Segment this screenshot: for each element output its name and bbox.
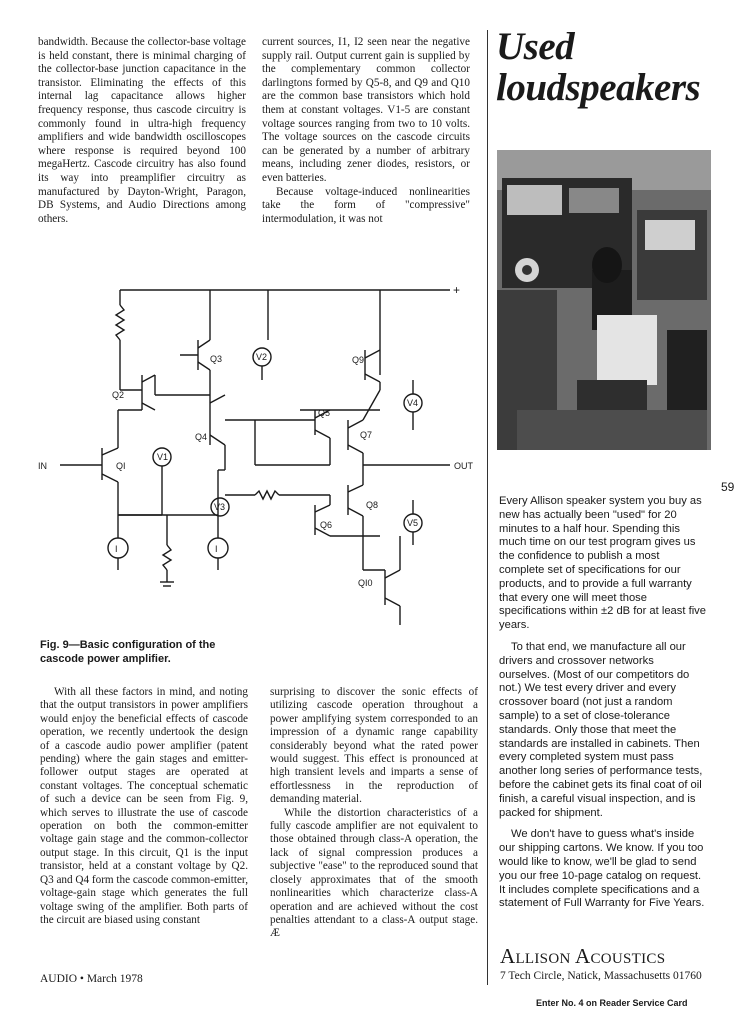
article-paragraph: bandwidth. Because the collector-base voltage is held constant, there is minimal charging of the collector-base junction capacitance in the transistor. Eliminating the effects of this internal lag capacitance allows higher frequency response, thus cascode circuitry is commonly found in ultra-high frequency amplifiers and wide bandwidth oscilloscopes where response is required beyond 100 megaHertz. Cascode circuitry has also found its way into preamplifier circuitry as manufactured by Dayton-Wright, Paragon, DB Systems, and Audio Directions among others. <box>38 36 246 225</box>
ad-headline <box>496 26 736 108</box>
article-paragraph: surprising to discover the sonic effects of utilizing cascode operation throughout a power amplifying system corresponded to an impression of a dynamic range capability considerably beyond what the rated power would suggest. This effect is pronounced at high transient levels and imparts a sense of effortlessness in the reproduction of demanding material. <box>270 686 478 806</box>
label-i2: I <box>215 544 218 554</box>
label-q8: Q8 <box>366 500 379 510</box>
label-v2: V2 <box>256 352 268 362</box>
label-q6: Q6 <box>320 520 333 530</box>
label-v3: V3 <box>214 502 226 512</box>
article-paragraph: current sources, I1, I2 seen near the negative supply rail. Output current gain is supplied by the complementary common collector darlingtons formed by Q5-8, and Q9 and Q10 are the common base transistors which hold them at constant voltages. V1-5 are constant voltage sources ranging from two to 10 volts. The voltage sources on the cascode circuits can be generated by a number of arbitrary means, including zener diodes, resistors, or even batteries. <box>262 36 470 184</box>
ad-paragraph: To that end, we manufacture all our drivers and crossover networks ourselves. (Most of our competitors do not.) We test every driver and every crossover board (not just a random sample) to a set of close-tolerance standards. Only those that meet the standards are installed in cabinets. Then every completed system must pass another long series of performance tests, before the cabinet gets its final coat of oil finish, a careful visual inspection, and is packed for shipment. <box>499 640 703 819</box>
label-q2: Q2 <box>112 390 125 400</box>
label-out: OUT <box>454 461 473 471</box>
page-number: 59 <box>721 480 735 494</box>
ad-paragraph: We don't have to guess what's inside our shipping cartons. We know. If you too would like to know, we'll be glad to send you our free 10-page catalog on request. It includes complete specifications and a statement of Full Warranty for Five Years. <box>499 828 705 910</box>
article-paragraph <box>270 807 478 941</box>
article-paragraph: Because voltage-induced nonlinearities take the form of "compressive" intermodulation, it was not <box>262 185 470 225</box>
label-q9: Q9 <box>352 355 365 365</box>
brand-address: 7 Tech Circle, Natick, Massachusetts 01760 <box>500 970 702 982</box>
ad-paragraph: Every Allison speaker system you buy as new has actually been "used" for 20 minutes to a half hour. Spending this much time on our test program gives us the confidence to publish a most complete set of specifications for our products, and to provide a full warranty that every one will meet those specifications within ±2 dB for at least five years. <box>499 495 706 632</box>
label-plus-rail: + <box>453 283 461 297</box>
article-column-2 <box>262 36 470 226</box>
column-divider <box>487 30 488 985</box>
reader-service-note: Enter No. 4 on Reader Service Card <box>536 998 688 1008</box>
label-v4: V4 <box>407 398 419 408</box>
brand-name: Allison Acoustics <box>500 944 666 968</box>
label-q10: QI0 <box>358 578 373 588</box>
label-q4: Q4 <box>195 432 208 442</box>
label-q5: Q5 <box>318 408 331 418</box>
article-paragraph-text: While the distortion characteristics of a fully cascode amplifier are not equivalent to those obtained through class-A operation, the lack of signal compression produces a subjective "ease" to the reproduced sound that closely approximates that of the smooth nonlinearities which characterize class-A operation and are achieved without the cost penalties attendant to a class-A output stage. <box>270 806 478 926</box>
end-mark-icon: Æ <box>270 927 280 940</box>
article-column-4 <box>270 686 478 941</box>
ad-photo-test-lab <box>497 150 711 450</box>
page-footer: AUDIO • March 1978 <box>40 973 143 985</box>
article-column-1 <box>38 36 246 226</box>
ad-body <box>499 495 707 919</box>
figure-caption: Fig. 9—Basic configuration of the cascode power amplifier. <box>40 639 216 665</box>
ad-headline-line-1: Used <box>496 25 575 68</box>
label-v1: V1 <box>157 452 169 462</box>
label-q7: Q7 <box>360 430 373 440</box>
label-v5: V5 <box>407 518 419 528</box>
label-q3: Q3 <box>210 354 223 364</box>
label-in: IN <box>38 461 47 471</box>
cascode-schematic-diagram <box>30 270 475 630</box>
label-i1: I <box>115 544 118 554</box>
label-q1: QI <box>116 461 126 471</box>
ad-headline-line-2: loudspeakers <box>496 66 701 109</box>
article-paragraph: With all these factors in mind, and noting that the output transistors in power amplifiers would enjoy the beneficial effects of cascode operation, we recently undertook the design of a cascode audio power amplifier (patent pending) where the gain stages and emitter-follower output stages are operated at constant voltages. The conceptual schematic of such a device can be seen from Fig. 9, which serves to illustrate the use of cascode operation on both the common-emitter voltage gain stage and the common-collector output stage. In this circuit, Q1 is the input transistor, held at a constant voltage by Q2. Q3 and Q4 form the cascode common-emitter, voltage-gain stage which generates the full voltage swing of the amplifier. Both parts of the circuit are biased using constant <box>40 686 249 926</box>
article-column-3 <box>40 686 248 927</box>
